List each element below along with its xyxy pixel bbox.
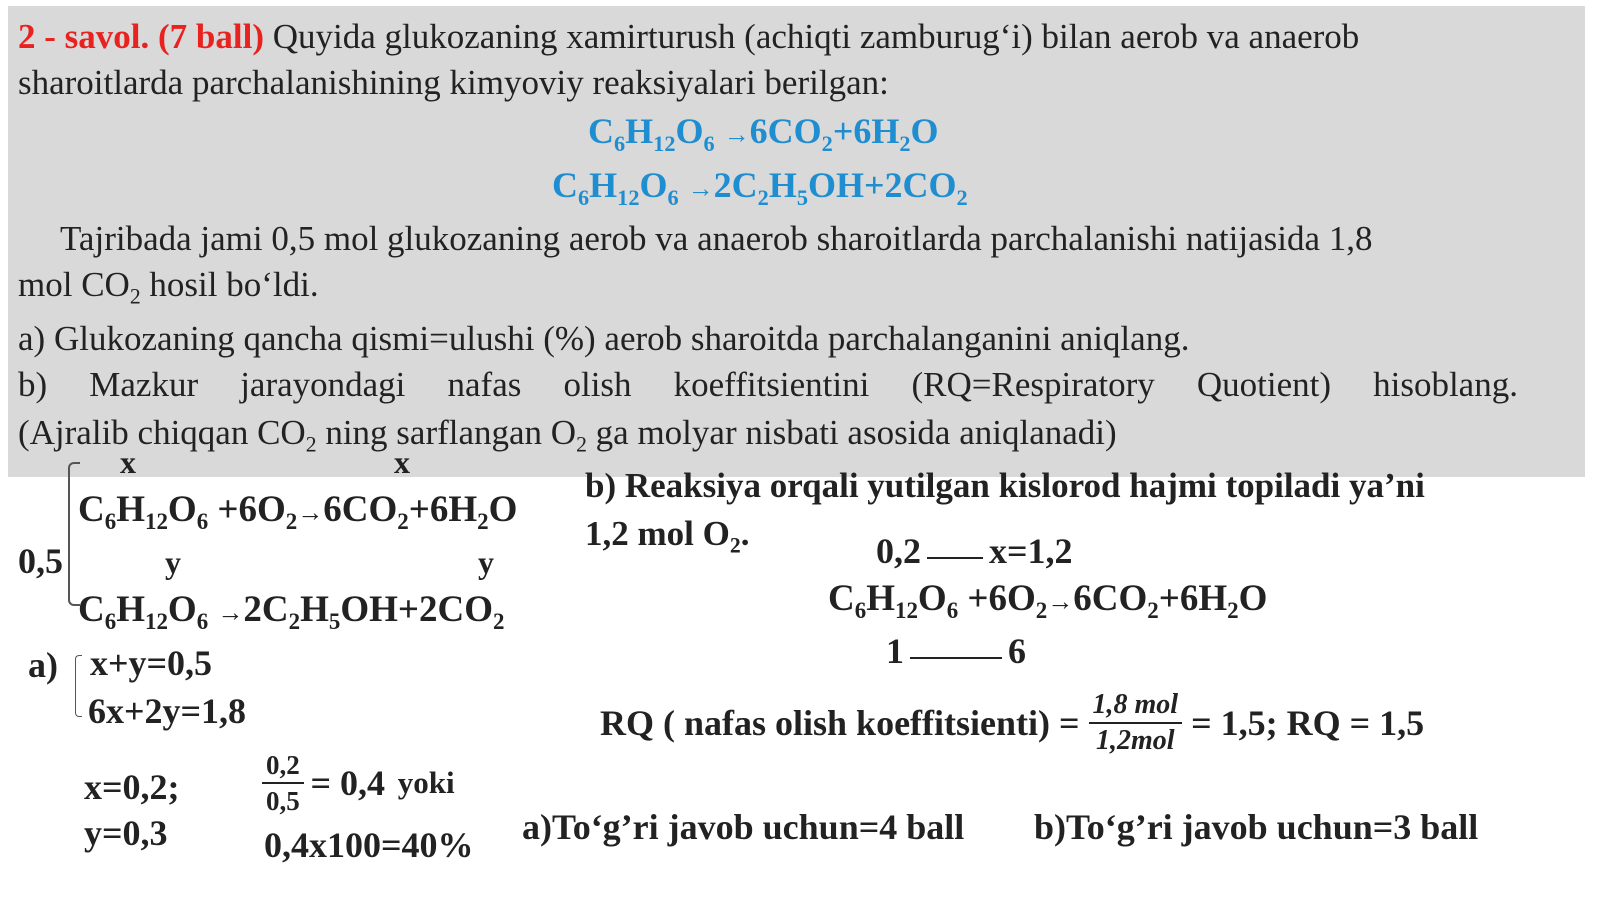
y-label-left: y	[165, 544, 181, 580]
score-b: b)To‘g’ri javob uchun=3 ball	[1034, 807, 1479, 847]
y-value: y=0,3	[84, 813, 168, 853]
question-header: 2 - savol. (7 ball)	[18, 17, 264, 56]
aerobic-reaction-b: $C_6H_{12}O_6 +6O_2\to 6CO_2+6H_2O$	[828, 578, 1268, 624]
anaerobic-equation: $C_6H_{12}O_6 \to 2C_2H_5OH+2CO_2$	[552, 165, 968, 210]
percent-result: 0,4x100=40%	[264, 825, 474, 865]
experiment-line-2: mol $CO_2$ hosil bo‘ldi.	[18, 265, 319, 309]
anaerobic-reaction-solution: $C_6H_{12}O_6 \to 2C_2H_5OH+2CO_2$	[78, 589, 505, 635]
problem-line-2: sharoitlarda parchalanishining kimyoviy reaksiyalari berilgan:	[18, 63, 889, 102]
answer-b-line-2: 1,2 mol $O_2$.	[585, 514, 750, 558]
question-b-line-2: (Ajralib chiqqan $CO_2$ ning sarflangan $O_2$ ga molyar nisbati asosida aniqlanadi)	[18, 413, 1117, 457]
x-value: x=0,2;	[84, 767, 180, 807]
x-label-left: x	[120, 444, 136, 480]
x-label-right: x	[394, 444, 410, 480]
system-brace	[75, 655, 82, 717]
answer-a-label: a)	[28, 645, 58, 685]
answer-b-line-1: b) Reaksiya orqali yutilgan kislorod hajmi topiladi ya’ni	[585, 466, 1425, 505]
aerobic-equation: $C_6H_{12}O_6 \to 6CO_2+6H_2O$	[588, 111, 939, 156]
intro-text-1: Quyida glukozaning xamirturush (achiqti zamburug‘i) bilan aerob va anaerob	[263, 17, 1360, 56]
score-a: a)To‘g’ri javob uchun=4 ball	[522, 807, 965, 847]
system-eq-1: x+y=0,5	[90, 643, 213, 683]
question-a: a) Glukozaning qancha qismi=ulushi (%) aerob sharoitda parchalanganini aniqlang.	[18, 319, 1190, 358]
problem-line-1	[18, 16, 1359, 58]
aerobic-reaction-solution: $C_6H_{12}O_6 +6O_2\to 6CO_2+6H_2O$	[78, 489, 518, 535]
proportion-top: 0,2 x=1,2	[876, 531, 1073, 571]
total-glucose: 0,5	[18, 541, 63, 581]
y-label-right: y	[478, 544, 494, 580]
proportion-bottom: 1 6	[886, 631, 1026, 671]
system-eq-2: 6x+2y=1,8	[88, 691, 247, 731]
experiment-line-1: Tajribada jami 0,5 mol glukozaning aerob va anaerob sharoitlarda parchalanishi natijasida 1,8	[60, 219, 1373, 258]
fraction-aerobic: $\frac{0,2}{0,5}$ = 0,4 yoki	[262, 748, 455, 818]
question-b-line-1: b) Mazkur jarayondagi nafas olish koeffitsientini (RQ=Respiratory Quotient) hisoblang.	[18, 365, 1518, 404]
reaction-brace	[68, 462, 80, 606]
rq-formula: RQ ( nafas olish koeffitsienti) = $\frac{\text{1,8 mol}}{\text{1,2mol}}$ = 1,5; RQ = 1,5	[600, 689, 1425, 756]
